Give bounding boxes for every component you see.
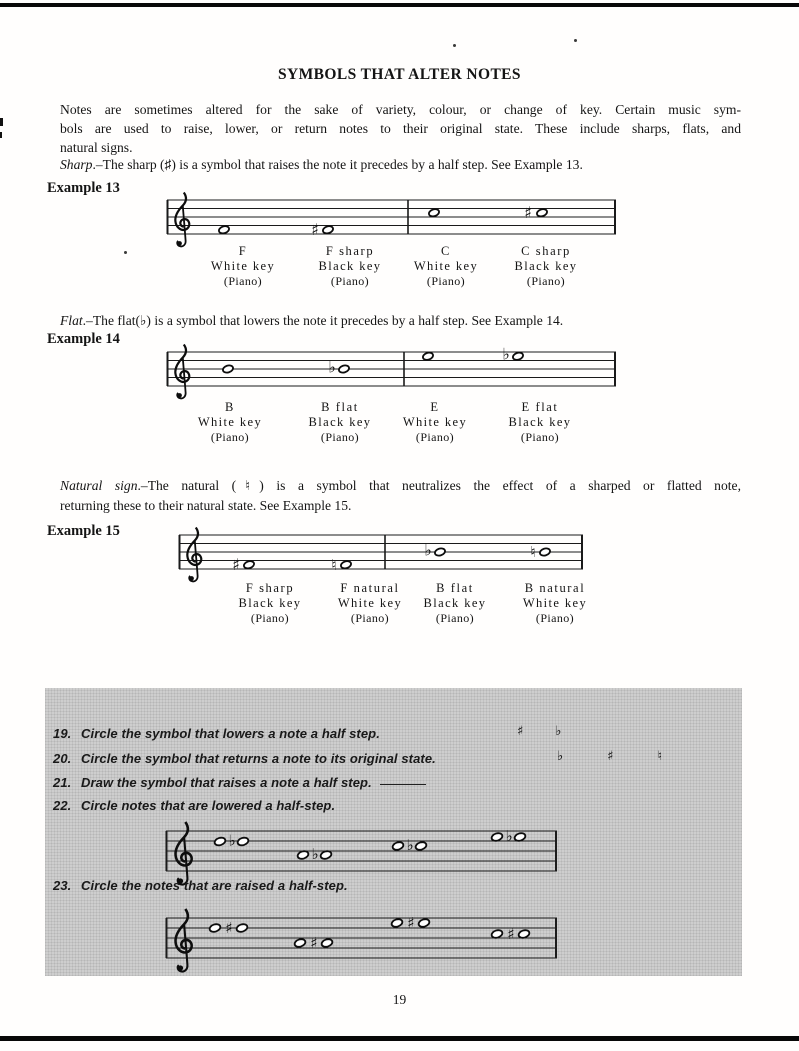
flat-icon[interactable]: ♭ xyxy=(228,831,236,850)
whole-note[interactable] xyxy=(321,938,334,948)
note-label-column: B natural White key (Piano) xyxy=(522,581,588,625)
sharp-definition xyxy=(60,155,741,174)
note-label-column: F natural White key (Piano) xyxy=(337,581,403,625)
flat-icon[interactable]: ♭ xyxy=(505,827,513,845)
natural-icon: ♮ xyxy=(331,556,337,574)
sharp-icon[interactable]: ♯ xyxy=(407,914,415,932)
whole-note xyxy=(422,351,434,361)
whole-note xyxy=(338,364,350,374)
intro-line-1: Notes are sometimes altered for the sake of variety, colour, or change of key. Certain music sym- xyxy=(60,102,741,117)
note-label-column: F White key (Piano) xyxy=(210,244,276,288)
treble-clef-icon xyxy=(187,528,201,582)
sharp-option[interactable]: ♯ xyxy=(517,724,524,739)
flat-icon: ♭ xyxy=(328,357,336,377)
natural-definition-text: .–The natural (♮) is a symbol that neutralizes the effect of a sharped or flatted note, xyxy=(137,478,741,493)
whole-note xyxy=(218,225,230,235)
question-20-options xyxy=(557,749,662,764)
question-text: Circle the symbol that returns a note to its original state. xyxy=(81,751,436,766)
question-number: 20. xyxy=(53,751,72,766)
whole-note[interactable] xyxy=(236,923,249,933)
treble-clef-icon xyxy=(175,193,189,247)
question-number: 21. xyxy=(53,775,72,790)
flat-icon[interactable]: ♭ xyxy=(406,836,414,854)
question-21 xyxy=(53,775,426,790)
note-label-column: F sharp Black key (Piano) xyxy=(318,244,382,288)
natural-definition-line-1 xyxy=(60,476,741,495)
note-label-column: B flat Black key (Piano) xyxy=(423,581,487,625)
sharp-icon: ♯ xyxy=(232,555,240,574)
sharp-icon: ♯ xyxy=(311,220,319,239)
whole-note[interactable] xyxy=(209,923,222,933)
note-label-column: E flat Black key (Piano) xyxy=(508,400,572,444)
flat-definition xyxy=(60,311,741,330)
intro-line-3: natural signs. xyxy=(60,140,133,155)
scan-edge-top xyxy=(0,3,799,7)
question-text: Circle notes that are lowered a half-step. xyxy=(81,798,336,813)
whole-note xyxy=(434,547,446,557)
whole-note xyxy=(539,547,551,557)
flat-icon: ♭ xyxy=(424,540,432,560)
scan-edge-bottom xyxy=(0,1036,799,1041)
question-number: 22. xyxy=(53,798,72,813)
question-number: 19. xyxy=(53,726,72,741)
note-label-column: C sharp Black key (Piano) xyxy=(514,244,578,288)
example-14-label: Example 14 xyxy=(47,331,120,347)
whole-note[interactable] xyxy=(391,918,404,928)
whole-note[interactable] xyxy=(237,836,250,846)
flat-icon: ♭ xyxy=(502,344,510,364)
whole-note[interactable] xyxy=(294,938,307,948)
whole-note[interactable] xyxy=(392,841,405,851)
sharp-icon[interactable]: ♯ xyxy=(225,919,233,937)
scan-speck xyxy=(124,251,127,254)
scan-mark-left xyxy=(0,118,3,126)
flat-term: Flat xyxy=(60,313,83,328)
natural-term: Natural sign xyxy=(60,478,138,493)
page-number: 19 xyxy=(392,992,407,1007)
natural-option[interactable]: ♮ xyxy=(657,749,663,764)
sharp-option[interactable]: ♯ xyxy=(607,749,614,764)
example-14-labels xyxy=(166,400,646,450)
note-label-column: F sharp Black key (Piano) xyxy=(238,581,302,625)
sharp-icon: ♯ xyxy=(524,203,532,222)
sharp-term: Sharp xyxy=(60,157,93,172)
question-text: Circle the notes that are raised a half-step. xyxy=(81,878,348,893)
whole-note xyxy=(428,208,440,218)
whole-note[interactable] xyxy=(418,918,431,928)
whole-note xyxy=(536,208,548,218)
scan-mark-left xyxy=(0,132,2,138)
flat-icon[interactable]: ♭ xyxy=(311,845,319,863)
whole-note[interactable] xyxy=(415,841,428,851)
whole-note xyxy=(340,560,352,570)
scan-speck xyxy=(574,39,577,42)
natural-icon: ♮ xyxy=(530,543,536,561)
example-13-label: Example 13 xyxy=(47,180,120,196)
sharp-icon[interactable]: ♯ xyxy=(310,934,318,952)
worksheet-panel xyxy=(45,688,742,976)
note-label-column: E White key (Piano) xyxy=(402,400,468,444)
flat-option[interactable]: ♭ xyxy=(555,724,562,739)
intro-line-2: bols are used to raise, lower, or return notes to their original state. These include sharps, flats, and xyxy=(60,121,741,136)
note-label-column: B flat Black key (Piano) xyxy=(308,400,372,444)
flat-definition-text: .–The flat(♭) is a symbol that lowers the note it precedes by a half step. See Example 14. xyxy=(82,313,564,328)
question-23-staff[interactable] xyxy=(165,900,559,976)
note-label-column: B White key (Piano) xyxy=(197,400,263,444)
question-22 xyxy=(53,798,335,813)
question-text: Draw the symbol that raises a note a half step. xyxy=(81,775,372,790)
natural-definition-line-2: returning these to their natural state. See Example 15. xyxy=(60,498,352,513)
whole-note xyxy=(512,351,524,361)
whole-note xyxy=(322,225,334,235)
whole-note[interactable] xyxy=(214,836,227,846)
note-label-column: C White key (Piano) xyxy=(413,244,479,288)
whole-note xyxy=(222,364,234,374)
question-20 xyxy=(53,751,436,766)
answer-blank[interactable] xyxy=(380,784,426,785)
question-text: Circle the symbol that lowers a note a half step. xyxy=(81,726,380,741)
example-15-labels xyxy=(166,581,646,631)
sharp-icon[interactable]: ♯ xyxy=(507,925,515,943)
question-23 xyxy=(53,878,348,893)
page-title: SYMBOLS THAT ALTER NOTES xyxy=(278,66,521,83)
question-number: 23. xyxy=(53,878,72,893)
example-13-labels xyxy=(166,244,646,294)
whole-note xyxy=(243,560,255,570)
sharp-definition-text: .–The sharp (♯) is a symbol that raises the note it precedes by a half step. See Example 13. xyxy=(92,157,583,172)
question-19-options xyxy=(517,724,561,739)
example-15-label: Example 15 xyxy=(47,523,120,539)
flat-option[interactable]: ♭ xyxy=(557,749,564,764)
scan-speck xyxy=(453,44,456,47)
treble-clef-icon xyxy=(175,345,189,399)
question-19 xyxy=(53,726,380,741)
